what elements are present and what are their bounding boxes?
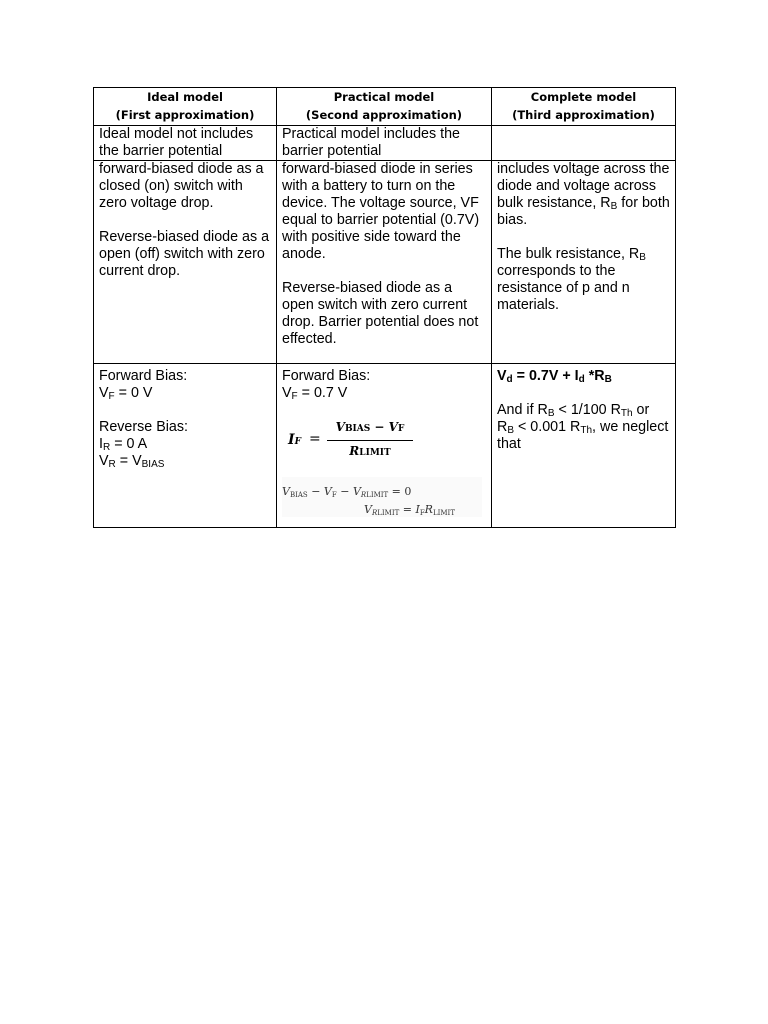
vr-equation: $V_R = V_{BIAS}$	[99, 453, 165, 470]
cell-practical-barrier: Practical model includes the barrier potential	[277, 126, 492, 161]
header-subtitle: (First approximation)	[115, 107, 255, 122]
forward-current-formula: IF = VBIAS − VF RLIMIT	[282, 419, 486, 459]
header-subtitle: (Third approximation)	[512, 107, 655, 122]
cell-practical-description	[277, 161, 492, 364]
paragraph: forward-biased diode as a closed (on) switch with zero voltage drop.	[99, 161, 264, 211]
header-ideal-model	[94, 88, 277, 126]
vd-equation: $V_d = 0.7V + I_d$ $*R_B$	[497, 368, 612, 385]
cell-ideal-barrier: Ideal model not includes the barrier potential	[94, 126, 277, 161]
header-title: Ideal model	[147, 90, 223, 104]
kvl-equation-1: VBIAS − VF − VRLIMIT = 0	[282, 485, 412, 499]
kvl-equation-2: VRLIMIT = IFRLIMIT	[364, 503, 455, 517]
header-subtitle: (Second approximation)	[305, 107, 463, 122]
cell-complete-barrier	[492, 126, 676, 161]
cell-ideal-equations	[94, 364, 277, 528]
cell-practical-equations	[277, 364, 492, 528]
header-title: Complete model	[530, 90, 637, 104]
header-practical-model	[277, 88, 492, 126]
paragraph: The bulk resistance, $R_B$ corresponds to the resistance of p and n materials.	[497, 246, 646, 313]
table-row	[94, 364, 676, 528]
paragraph: forward-biased diode in series with a battery to turn on the device. The voltage source, VF equal to barrier potential (0.7V) with positive side toward the anode.	[282, 161, 480, 262]
table-row	[94, 161, 676, 364]
neglect-condition: And if $R_B < 1/100$ $R_{Th}$ or $R_B < 0.001$ $R_{Th}$, we neglect that	[497, 402, 669, 452]
forward-bias-title: Forward Bias:	[99, 368, 188, 384]
paragraph: Reverse-biased diode as a open switch with zero current drop. Barrier potential does not effected.	[282, 280, 479, 347]
table-row	[94, 126, 676, 161]
paragraph: Reverse-biased diode as a open (off) switch with zero current drop.	[99, 229, 270, 279]
diode-models-table	[93, 87, 676, 528]
forward-bias-title: Forward Bias:	[282, 368, 371, 384]
cell-ideal-description	[94, 161, 277, 364]
header-title: Practical model	[333, 90, 435, 104]
cell-complete-description	[492, 161, 676, 364]
reverse-bias-title: Reverse Bias:	[99, 419, 188, 435]
paragraph: includes voltage across the diode and voltage across bulk resistance, $R_B$ for both bias.	[497, 161, 670, 228]
table-header-row	[94, 88, 676, 126]
ir-equation: $I_R = 0$ A	[99, 436, 148, 453]
kvl-equations	[282, 477, 482, 517]
cell-complete-equations	[492, 364, 676, 528]
vf-equation: $V_F = 0$ V	[99, 385, 153, 402]
vf-equation: $V_F = 0.7$ V	[282, 385, 348, 402]
header-complete-model	[492, 88, 676, 126]
